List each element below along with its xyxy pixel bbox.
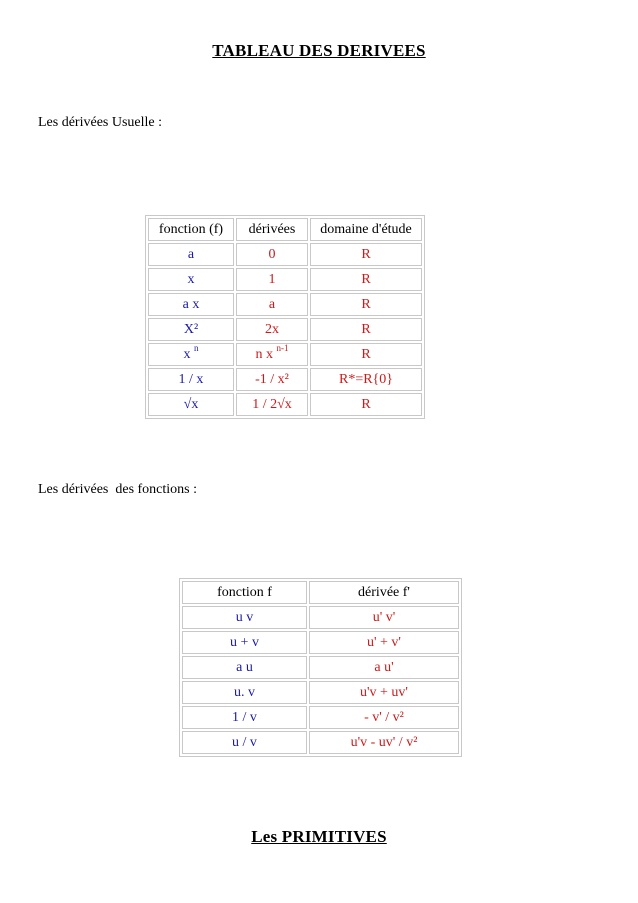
table-header-row bbox=[148, 218, 422, 241]
derivative-cell: u' + v' bbox=[309, 631, 459, 654]
function-cell bbox=[148, 343, 234, 366]
table-row bbox=[148, 243, 422, 266]
derivative-cell: a bbox=[236, 293, 308, 316]
function-cell: u. v bbox=[182, 681, 307, 704]
table-header-row bbox=[182, 581, 459, 604]
function-exponent: n bbox=[194, 343, 199, 354]
function-base: x bbox=[183, 347, 191, 362]
table-row bbox=[182, 706, 459, 729]
domain-cell: R bbox=[310, 393, 422, 416]
primitives-title: Les PRIMITIVES bbox=[251, 827, 387, 846]
derivative-cell: u'v - uv' / v² bbox=[309, 731, 459, 754]
header-function: fonction f bbox=[182, 581, 307, 604]
domain-cell: R bbox=[310, 343, 422, 366]
derivative-cell: a u' bbox=[309, 656, 459, 679]
table-row bbox=[182, 681, 459, 704]
table-row bbox=[148, 368, 422, 391]
domain-cell: R bbox=[310, 318, 422, 341]
section-label-usual: Les dérivées Usuelle : bbox=[38, 115, 163, 130]
derivative-cell: 0 bbox=[236, 243, 308, 266]
derivative-cell: 1 bbox=[236, 268, 308, 291]
function-cell: a x bbox=[148, 293, 234, 316]
table-row bbox=[182, 606, 459, 629]
function-cell: u v bbox=[182, 606, 307, 629]
table-row bbox=[148, 343, 422, 366]
derivative-cell: 1 / 2√x bbox=[236, 393, 308, 416]
table-row bbox=[182, 656, 459, 679]
domain-cell: R bbox=[310, 268, 422, 291]
function-cell: a u bbox=[182, 656, 307, 679]
function-cell: 1 / x bbox=[148, 368, 234, 391]
usual-derivatives-table bbox=[145, 215, 425, 419]
page-title: TABLEAU DES DERIVEES bbox=[212, 41, 426, 60]
header-derivative: dérivées bbox=[236, 218, 308, 241]
function-cell: u + v bbox=[182, 631, 307, 654]
derivative-cell bbox=[236, 343, 308, 366]
table-row bbox=[148, 268, 422, 291]
table-row bbox=[182, 731, 459, 754]
function-cell: √x bbox=[148, 393, 234, 416]
derivative-exponent: n-1 bbox=[276, 343, 289, 354]
derivative-cell: - v' / v² bbox=[309, 706, 459, 729]
derivative-cell: -1 / x² bbox=[236, 368, 308, 391]
derivative-cell: u' v' bbox=[309, 606, 459, 629]
domain-cell: R bbox=[310, 243, 422, 266]
function-cell: x bbox=[148, 268, 234, 291]
function-derivatives-table bbox=[179, 578, 462, 757]
header-function: fonction (f) bbox=[148, 218, 234, 241]
table-row bbox=[148, 318, 422, 341]
header-derivative: dérivée f' bbox=[309, 581, 459, 604]
derivative-cell: 2x bbox=[236, 318, 308, 341]
derivative-base: n x bbox=[255, 347, 273, 362]
table-row bbox=[148, 293, 422, 316]
derivative-cell: u'v + uv' bbox=[309, 681, 459, 704]
section-label-functions: Les dérivées des fonctions : bbox=[38, 482, 198, 497]
function-cell: X² bbox=[148, 318, 234, 341]
domain-cell: R bbox=[310, 293, 422, 316]
function-cell: u / v bbox=[182, 731, 307, 754]
table-row bbox=[182, 631, 459, 654]
domain-cell: R*=R{0} bbox=[310, 368, 422, 391]
table-row bbox=[148, 393, 422, 416]
function-cell: a bbox=[148, 243, 234, 266]
function-cell: 1 / v bbox=[182, 706, 307, 729]
header-domain: domaine d'étude bbox=[310, 218, 422, 241]
